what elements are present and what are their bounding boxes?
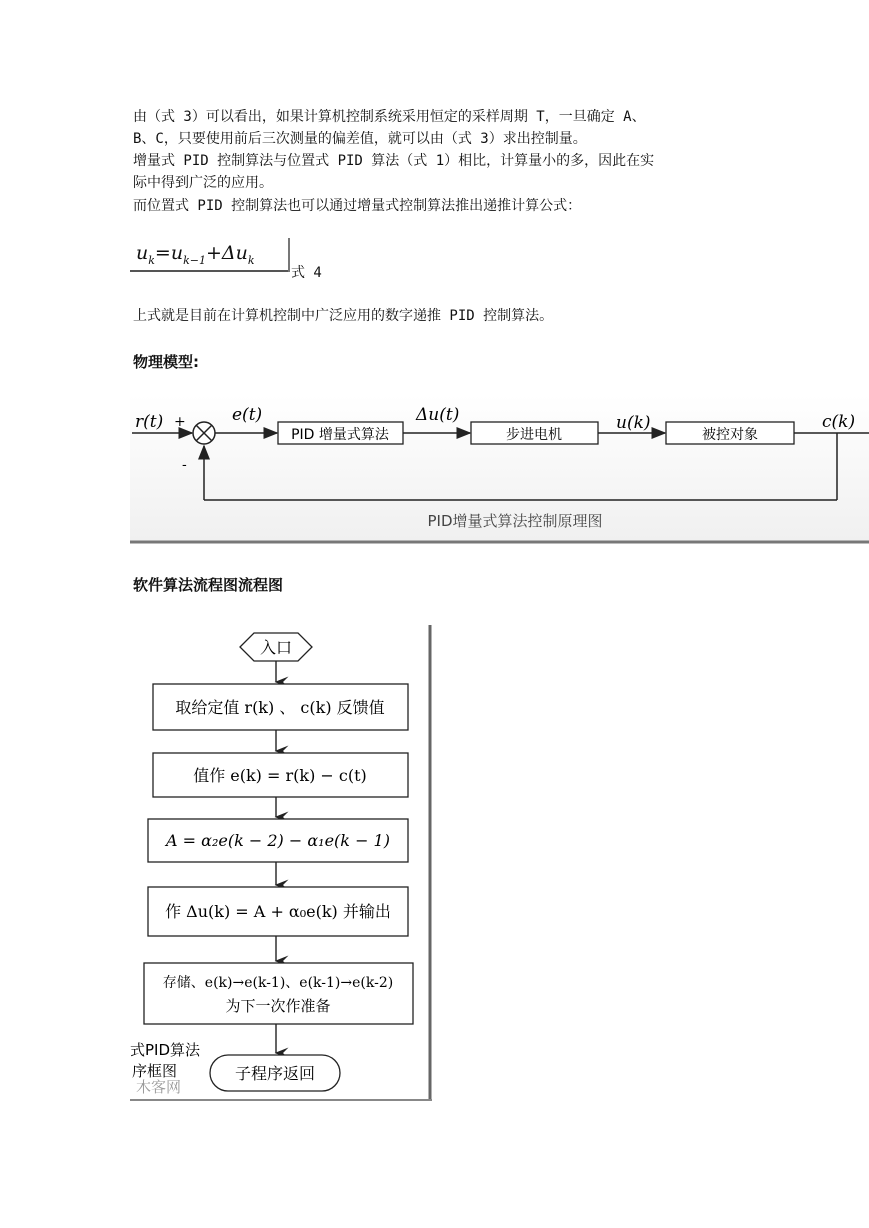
paragraph-2-line-1: 增量式 PID 控制算法与位置式 PID 算法（式 1）相比，计算量小的多，因此在实: [133, 153, 655, 169]
exit-label: 子程序返回: [234, 1064, 316, 1083]
paragraph-4: 上式就是目前在计算机控制中广泛应用的数字递推 PID 控制算法。: [133, 308, 554, 324]
side-caption-line-2: 序框图: [132, 1062, 178, 1080]
step-2-label: 值作 e(k) = r(k) − c(t): [193, 766, 367, 785]
step-4-label: 作 Δu(k) = A + α₀e(k) 并输出: [165, 902, 391, 921]
pid-block-diagram: [130, 395, 869, 545]
input-r-label: r(t): [135, 412, 164, 432]
entry-label: 入口: [259, 638, 293, 657]
output-c-label: c(k): [822, 412, 856, 432]
step-5-label-line-2: 为下一次作准备: [225, 997, 331, 1015]
paragraph-1-line-2: B、C，只要使用前后三次测量的偏差值，就可以由（式 3）求出控制量。: [133, 131, 587, 147]
step-5-label-line-1: 存储、e(k)→e(k-1)、e(k-1)→e(k-2): [162, 975, 394, 991]
paragraph-2-line-2: 际中得到广泛的应用。: [133, 175, 273, 191]
plus-sign: +: [174, 414, 186, 430]
formula-image: [130, 238, 290, 274]
watermark: 木客网: [136, 1078, 182, 1096]
error-label: e(t): [232, 405, 263, 425]
minus-sign: -: [182, 457, 187, 473]
diagram-caption: PID增量式算法控制原理图: [427, 512, 603, 530]
heading-flowchart: 软件算法流程图流程图: [133, 576, 284, 594]
controlled-object-label: 被控对象: [702, 427, 758, 443]
u-k-label: u(k): [616, 413, 651, 433]
pid-block-label: PID 增量式算法: [291, 427, 389, 443]
paragraph-1-line-1: 由（式 3）可以看出，如果计算机控制系统采用恒定的采样周期 T，一旦确定 A、: [133, 109, 646, 125]
formula-equation: $u_k=u_{k-1}+\Delta u_k$: [136, 242, 255, 267]
delta-u-label: Δu(t): [416, 405, 460, 425]
algorithm-flowchart: [130, 625, 435, 1103]
side-caption-line-1: 式PID算法: [130, 1041, 201, 1059]
paragraph-3: 而位置式 PID 控制算法也可以通过增量式控制算法推出递推计算公式：: [133, 198, 582, 214]
step-3-label: A = α₂e(k − 2) − α₁e(k − 1): [166, 831, 390, 850]
heading-physical-model: 物理模型:: [133, 353, 199, 371]
stepper-motor-label: 步进电机: [506, 427, 562, 443]
summing-junction: [193, 422, 215, 444]
formula-label: 式 4: [291, 265, 322, 281]
step-1-label: 取给定值 r(k) 、 c(k) 反馈值: [175, 698, 385, 717]
